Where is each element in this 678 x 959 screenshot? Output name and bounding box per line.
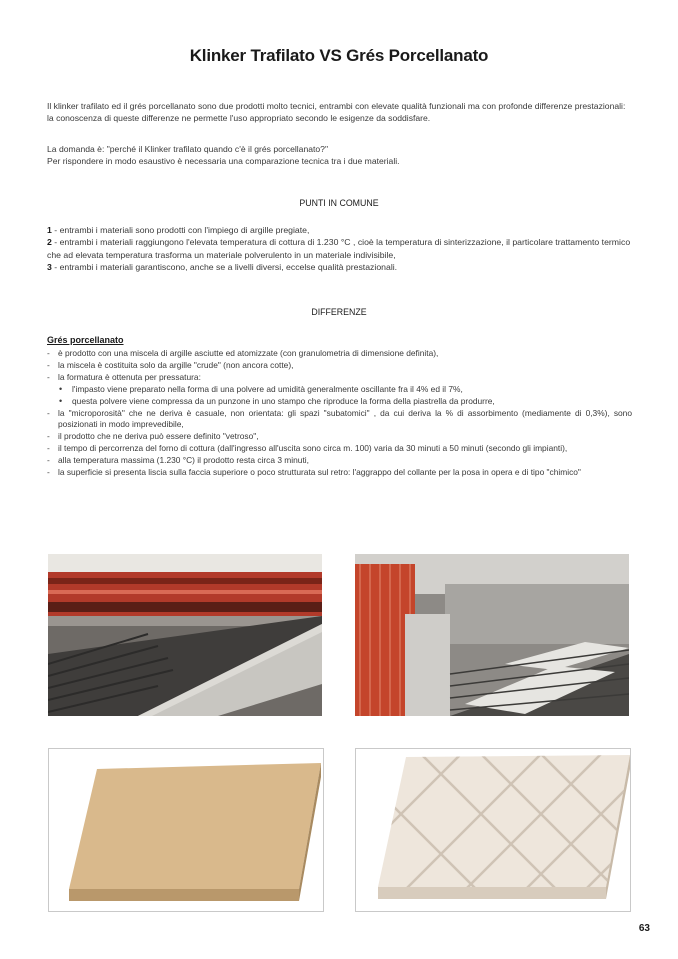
differences-list: [47, 348, 632, 479]
point-text: - entrambi i materiali sono prodotti con l'impiego di argille pregiate,: [51, 225, 310, 235]
list-item: - la miscela è costituita solo da argille "crude" (non ancora cotte),: [47, 360, 632, 372]
common-point-1: [47, 224, 632, 236]
intro-question: La domanda è: "perché il Klinker trafilato quando c'è il grés porcellanato?": [47, 144, 329, 154]
point-number: 2: [47, 237, 52, 248]
list-item: • questa polvere viene compressa da un punzone in uno stampo che riproduce la forma della piastrella da produrre,: [47, 396, 632, 408]
section-heading-common: PUNTI IN COMUNE: [299, 198, 379, 208]
common-point-3: [47, 261, 632, 273]
intro-paragraph-1: Il klinker trafilato ed il grés porcellanato sono due prodotti molto tecnici, entrambi con elevate qualità funzionali ma con profonde differenze prestazionali: la conoscenza di queste differenze ne permette l'uso appropriato secondo le esigenze da soddisfare.: [47, 101, 626, 124]
photo-klinker-sample: [48, 748, 324, 912]
press-line-illustration: [48, 554, 322, 716]
list-item: - la "microporosità" che ne deriva è casuale, non orientata: gli spazi "subatomici" , da cui deriva la % di assorbimento (mediamente di 0,3%), sono posizionati in modo imprevedibile,: [47, 408, 632, 432]
photo-kiln-conveyor: [355, 554, 629, 716]
list-item: - la formatura è ottenuta per pressatura:: [47, 372, 632, 384]
common-points: [47, 224, 632, 274]
list-item: • l'impasto viene preparato nella forma di una polvere ad umidità generalmente oscillante fra il 4% ed il 7%,: [47, 384, 632, 396]
page-title: Klinker Trafilato VS Grés Porcellanato: [189, 46, 489, 65]
list-item: - il tempo di percorrenza del forno di cottura (dall'ingresso all'uscita sono circa m. 100) varia da 30 minuti a 50 minuti (secondo gli impianti),: [47, 443, 632, 455]
list-item: - il prodotto che ne deriva può essere definito "vetroso",: [47, 431, 632, 443]
porcelain-tile-illustration: [356, 749, 630, 911]
point-text: - entrambi i materiali garantiscono, anche se a livelli diversi, eccelse qualità prestazionali.: [51, 262, 398, 273]
photo-porcelain-sample: [355, 748, 631, 912]
subheading-gres: Grés porcellanato: [47, 335, 124, 345]
section-heading-differences: DIFFERENZE: [311, 307, 367, 317]
point-number: 3: [47, 262, 52, 273]
page-number: 63: [638, 923, 650, 934]
intro-paragraph-2: [47, 143, 632, 168]
point-number: 1: [47, 225, 52, 235]
common-point-2: [47, 236, 632, 261]
list-item: - è prodotto con una miscela di argille asciutte ed atomizzate (con granulometria di dimensione definita),: [47, 348, 632, 360]
kiln-conveyor-illustration: [355, 554, 629, 716]
list-item: - la superficie si presenta liscia sulla faccia superiore o poco strutturata sul retro: l'aggrappo del collante per la posa in opera e di tipo "chimico": [47, 467, 632, 479]
list-item: - alla temperatura massima (1.230 °C) il prodotto resta circa 3 minuti,: [47, 455, 632, 467]
photo-press-line: [48, 554, 322, 716]
point-text: - entrambi i materiali raggiungono l'elevata temperatura di cottura di 1.230 °C , cioè la temperatura di sinterizzazione, il particolare trattamento termico che ad elevata temperatura trasforma un materiale polverulento in un materiale indivisibile,: [47, 237, 631, 260]
intro-answer: Per rispondere in modo esaustivo è necessaria una comparazione tecnica tra i due materiali.: [47, 156, 400, 167]
klinker-tile-illustration: [49, 749, 323, 911]
